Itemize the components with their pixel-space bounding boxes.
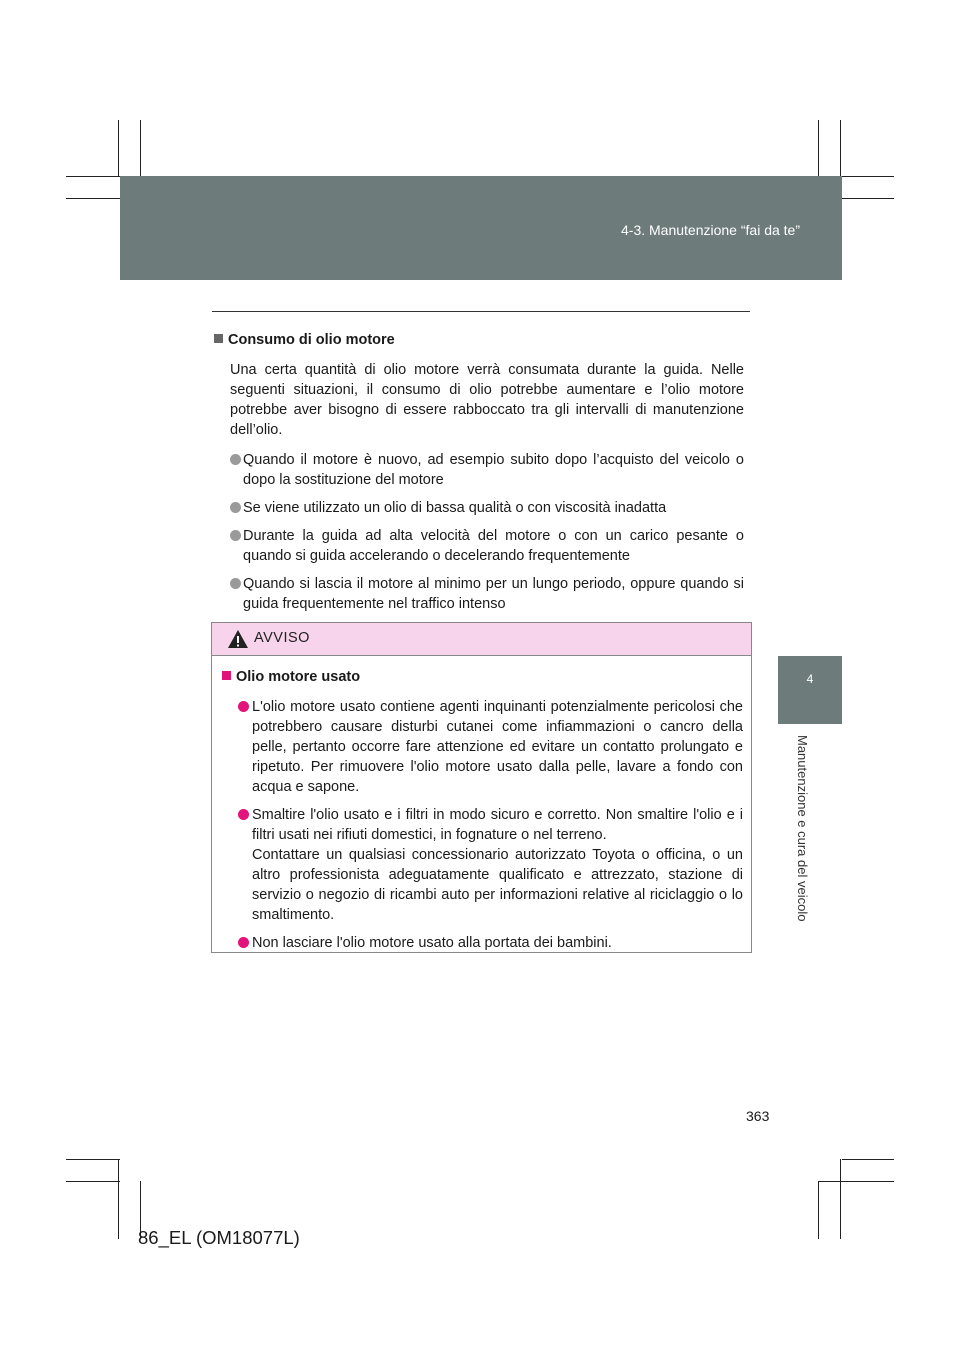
circle-bullet-icon — [238, 937, 249, 948]
crop-mark — [66, 1181, 120, 1182]
list-item: Quando si lascia il motore al minimo per un lungo periodo, oppure quando si guida frequentemente nel traffico intenso — [230, 574, 744, 614]
warning-list — [238, 697, 743, 953]
crop-mark — [818, 1181, 894, 1182]
circle-bullet-icon — [230, 578, 241, 589]
list-item: Non lasciare l'olio motore usato alla portata dei bambini. — [238, 933, 743, 953]
chapter-tab — [778, 656, 842, 724]
crop-mark — [140, 120, 141, 176]
chapter-label: Manutenzione e cura del veicolo — [795, 735, 810, 922]
section-divider — [212, 311, 750, 312]
circle-bullet-icon — [230, 530, 241, 541]
crop-mark — [118, 120, 119, 176]
list-item: Durante la guida ad alta velocità del motore o con un carico pesante o quando si guida accelerando o decelerando frequentemente — [230, 526, 744, 566]
crop-mark — [66, 1159, 120, 1160]
section-heading: 4-3. Manutenzione “fai da te” — [621, 222, 800, 238]
list-item: Quando il motore è nuovo, ad esempio subito dopo l’acquisto del veicolo o dopo la sostituzione del motore — [230, 450, 744, 490]
crop-mark — [840, 1159, 841, 1239]
circle-bullet-icon — [230, 502, 241, 513]
crop-mark — [842, 176, 894, 177]
warning-box — [211, 622, 752, 953]
warning-label: AVVISO — [254, 630, 310, 646]
crop-mark — [842, 1159, 894, 1160]
square-bullet-icon — [222, 671, 231, 680]
square-bullet-icon — [214, 334, 223, 343]
page-number: 363 — [746, 1108, 770, 1124]
chapter-number: 4 — [806, 672, 814, 686]
circle-bullet-icon — [238, 809, 249, 820]
crop-mark — [66, 198, 120, 199]
warning-header — [212, 623, 751, 656]
crop-mark — [818, 1181, 819, 1239]
warning-body — [222, 667, 743, 961]
section-intro: Una certa quantità di olio motore verrà consumata durante la guida. Nelle seguenti situazioni, il consumo di olio potrebbe aumentare e l’olio motore potrebbe aver bisogno di essere rabboccato tra gli intervalli di manutenzione dell’olio. — [230, 362, 744, 438]
circle-bullet-icon — [238, 701, 249, 712]
crop-mark — [842, 198, 894, 199]
section-title: Consumo di olio motore — [214, 330, 744, 350]
warning-title: Olio motore usato — [222, 667, 743, 687]
list-item: Se viene utilizzato un olio di bassa qualità o con viscosità inadatta — [230, 498, 744, 518]
crop-mark — [66, 176, 120, 177]
crop-mark — [118, 1159, 119, 1239]
list-item: L'olio motore usato contiene agenti inquinanti potenzialmente pericolosi che potrebbero causare disturbi cutanei come infiammazioni o cancro della pelle, pertanto occorre fare attenzione ed evitare un contatto prolungato e ripetuto. Per rimuovere l'olio motore usato dalla pelle, lavare a fondo con acqua e sapone. — [238, 697, 743, 797]
situation-list — [230, 450, 744, 614]
oil-consumption-section — [214, 330, 744, 622]
document-code: 86_EL (OM18077L) — [138, 1227, 300, 1248]
list-item: Smaltire l'olio usato e i filtri in modo sicuro e corretto. Non smaltire l'olio e i filtri usati nei rifiuti domestici, in fognature o nel terreno. Contattare un qualsiasi concessionario autorizzato Toyota o officina, o un altro professionista adeguatamente qualificato e attrezzato, stazione di servizio o negozio di ricambi auto per informazioni relative al riciclaggio o lo smaltimento. — [238, 805, 743, 925]
crop-mark — [818, 120, 819, 176]
circle-bullet-icon — [230, 454, 241, 465]
warning-triangle-icon — [227, 629, 249, 649]
crop-mark — [840, 120, 841, 176]
